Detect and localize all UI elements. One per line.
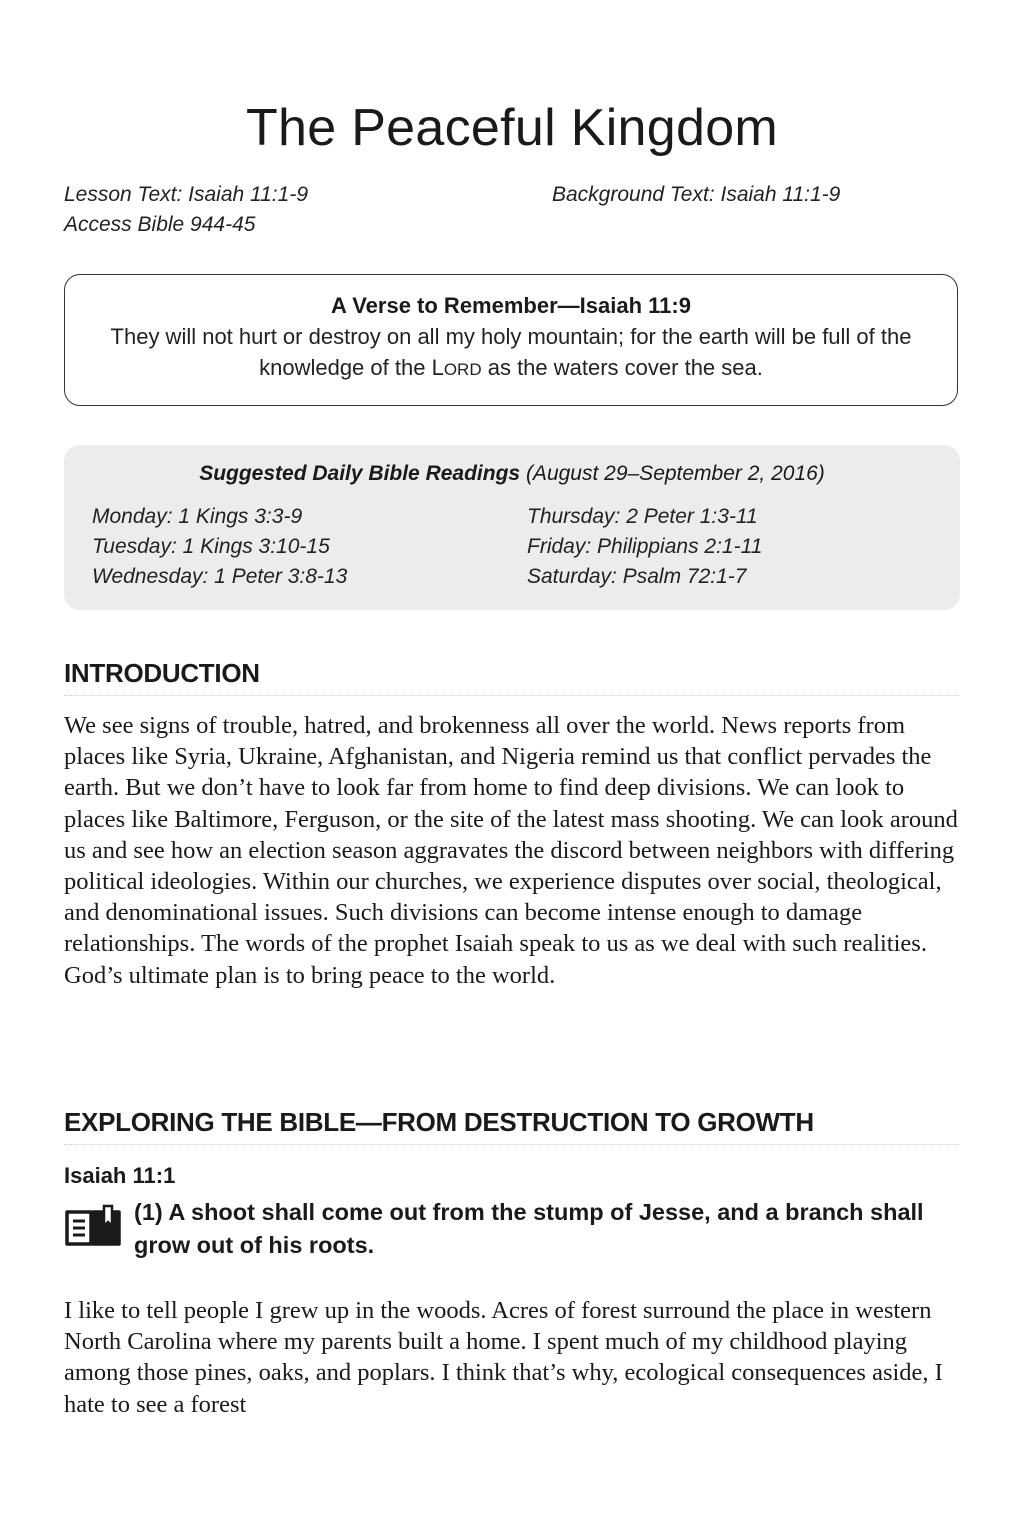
verse-heading: A Verse to Remember—Isaiah 11:9 — [331, 293, 691, 318]
reading-item: Monday: 1 Kings 3:3-9 — [92, 505, 303, 528]
introduction-body: We see signs of trouble, hatred, and brokenness all over the world. News reports from places like Syria, Ukraine, Afghanistan, and Nigeria remind us that conflict pervades the earth. But we don’t have to look far from home to find deep divisions. We can look to places like Baltimore, Ferguson, or the site of the latest mass shooting. We can look around us and see how an election season aggravates the discord between neighbors with differing political ideologies. Within our churches, we experience disputes over social, theological, and denominational issues. Such divisions can become intense enough to damage relationships. The words of the prophet Isaiah speak to us as we deal with such realities. God’s ultimate plan is to bring peace to the world. — [64, 712, 958, 989]
reading-item: Thursday: 2 Peter 1:3-11 — [527, 505, 758, 528]
verse-text-part: They will not hurt or destroy on all my holy mountain; for the earth will be full of the knowledge of the — [110, 324, 912, 380]
passage-reference: Isaiah 11:1 — [64, 1163, 176, 1188]
open-book-icon — [64, 1204, 122, 1248]
access-bible-ref: Access Bible 944-45 — [64, 213, 256, 236]
background-text: Background Text: Isaiah 11:1-9 — [552, 183, 841, 206]
lesson-meta — [64, 180, 960, 240]
page-title: The Peaceful Kingdom — [245, 99, 779, 157]
verse-to-remember-box — [64, 274, 958, 406]
reading-item: Wednesday: 1 Peter 3:8-13 — [92, 565, 348, 588]
readings-title: Suggested Daily Bible Readings — [199, 462, 521, 485]
lord-small-caps-rest: ORD — [443, 360, 482, 379]
exploring-heading: EXPLORING THE BIBLE—FROM DESTRUCTION TO GROWTH — [64, 1107, 960, 1145]
lesson-text: Lesson Text: Isaiah 11:1-9 — [64, 183, 308, 206]
readings-left-column — [92, 502, 347, 592]
reading-item: Friday: Philippians 2:1-11 — [527, 535, 763, 558]
reading-item: Saturday: Psalm 72:1-7 — [527, 565, 747, 588]
daily-readings-box — [64, 445, 960, 610]
introduction-heading: INTRODUCTION — [64, 658, 960, 696]
readings-right-column — [527, 502, 762, 592]
readings-dates: (August 29–September 2, 2016) — [525, 462, 825, 485]
lord-small-caps: L — [431, 355, 444, 380]
readings-heading — [64, 459, 960, 489]
scripture-text: (1) A shoot shall come out from the stump of Jesse, and a branch shall grow out of his roots. — [134, 1199, 924, 1258]
exploring-body: I like to tell people I grew up in the woods. Acres of forest surround the place in western North Carolina where my parents built a home. I spent much of my childhood playing among those pines, oaks, and poplars. I think that’s why, ecological consequences aside, I hate to see a forest — [64, 1297, 943, 1418]
verse-text — [65, 321, 957, 385]
verse-text-part: as the waters cover the sea. — [481, 355, 763, 380]
reading-item: Tuesday: 1 Kings 3:10-15 — [92, 535, 330, 558]
